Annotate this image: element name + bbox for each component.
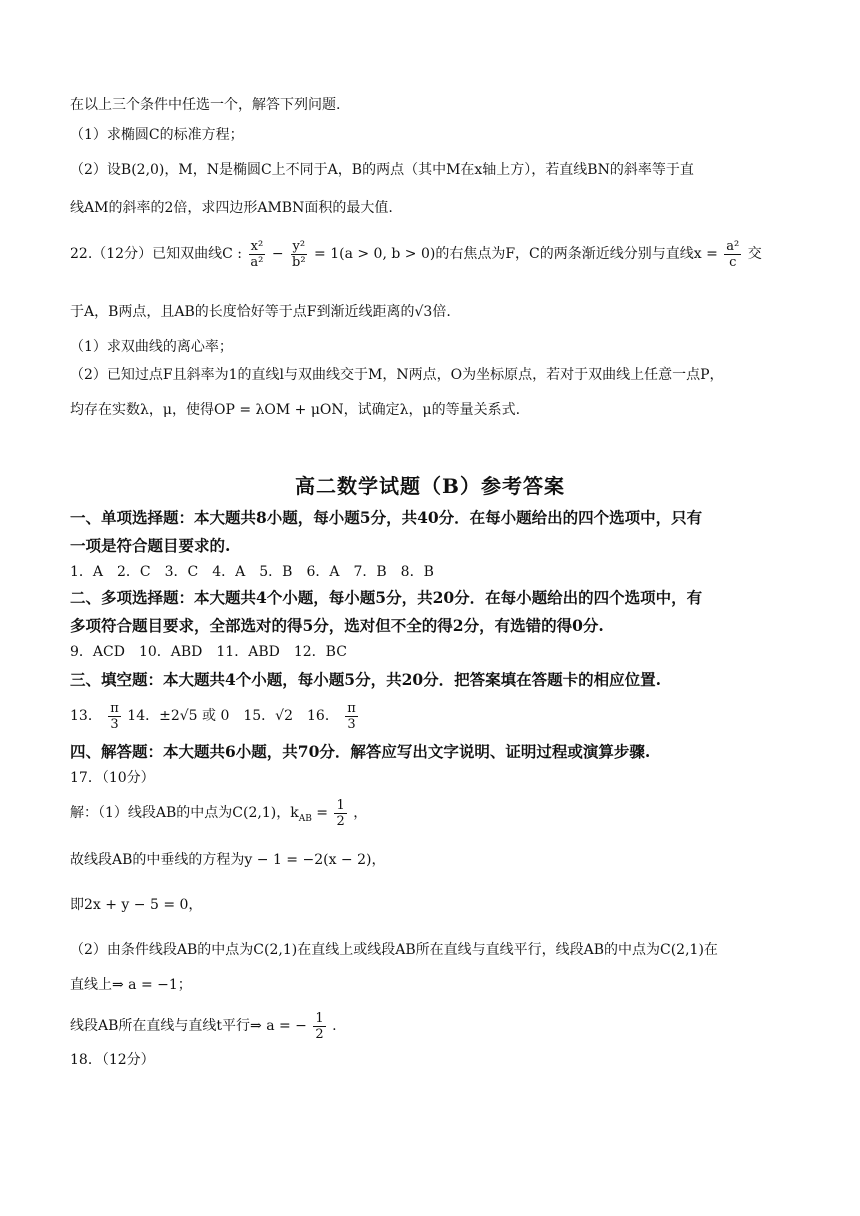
text-line: 在以上三个条件中任选一个，解答下列问题. (70, 97, 341, 113)
text-line: 于A，B两点，且AB的长度恰好等于点F到渐近线距离的√3倍. (70, 304, 451, 320)
section-heading: 一、单项选择题：本大题共8小题，每小题5分，共40分．在每小题给出的四个选项中，只有 (70, 508, 703, 527)
question-number: 18．（12分） (70, 1052, 155, 1068)
section-heading: 多项符合题目要求，全部选对的得5分，选对但不全的得2分，有选错的得0分. (70, 616, 604, 635)
text-span: 解：（1）线段AB的中点为C(2,1)，k (70, 805, 299, 821)
answer-key-title: 高二数学试题（B）参考答案 (295, 474, 565, 498)
fraction (108, 701, 121, 732)
text-span: . (332, 1018, 337, 1034)
frac-den: c (729, 254, 737, 270)
frac-den: b² (292, 254, 306, 270)
frac-num: π (110, 700, 119, 716)
solution-line (70, 793, 367, 839)
text-span: 线段AB所在直线与直线t平行⇒ a = − (70, 1018, 307, 1034)
text-line: （1）求椭圆C的标准方程； (70, 127, 244, 143)
solution-line: （2）由条件线段AB的中点为C(2,1)在直线上或线段AB所在直线与直线平行，线段AB的中点为C(2,1)在 (70, 942, 718, 958)
frac-den: a² (250, 254, 264, 270)
minus-sign: − (271, 246, 284, 262)
section-heading: 三、填空题：本大题共4个小题，每小题5分，共20分．把答案填在答题卡的相应位置. (70, 670, 662, 689)
answer-line: 1．A 2．C 3．C 4．A 5．B 6．A 7．B 8．B (70, 564, 434, 580)
text-line: （2）已知过点F且斜率为1的直线l与双曲线交于M，N两点，O为坐标原点，若对于双曲线上任意一点P， (70, 367, 724, 383)
frac-num: 1 (336, 797, 345, 813)
fraction (290, 239, 308, 270)
answer-line (70, 696, 360, 736)
solution-line (70, 1006, 337, 1046)
text-span: 22.（12分）已知双曲线C : (70, 246, 242, 262)
frac-num: x² (250, 238, 264, 254)
frac-num: π (347, 700, 356, 716)
frac-den: 2 (315, 1026, 324, 1042)
fraction (313, 1011, 325, 1042)
text-span: 13． (70, 708, 102, 724)
section-heading: 四、解答题：本大题共6小题，共70分．解答应写出文字说明、证明过程或演算步骤. (70, 742, 651, 761)
answer-line: 9．ACD 10．ABD 11．ABD 12．BC (70, 644, 347, 660)
fraction (724, 239, 741, 270)
comma: ， (353, 805, 368, 821)
solution-line: 直线上⇒ a = −1； (70, 977, 192, 993)
frac-num: a² (726, 238, 740, 254)
text-span: = 1(a > 0, b > 0)的右焦点为F，C的两条渐近线分别与直线x = (314, 246, 718, 262)
text-span: = (311, 805, 333, 821)
subscript: AB (298, 813, 312, 824)
text-line: （2）设B(2,0)，M，N是椭圆C上不同于A，B的两点（其中M在x轴上方），若直线BN的斜率等于直 (70, 162, 694, 178)
section-heading: 二、多项选择题：本大题共4个小题，每小题5分，共20分．在每小题给出的四个选项中，有 (70, 588, 703, 607)
solution-line: 故线段AB的中垂线的方程为y − 1 = −2(x − 2)， (70, 852, 386, 868)
fraction (248, 239, 265, 270)
problem-22-line (70, 234, 762, 274)
frac-den: 3 (347, 716, 356, 732)
fraction (345, 701, 358, 732)
section-heading: 一项是符合题目要求的. (70, 536, 231, 555)
frac-den: 2 (336, 813, 345, 829)
text-line: 均存在实数λ，μ，使得OP = λOM + μON，试确定λ，μ的等量关系式. (70, 402, 521, 418)
text-span: 交 (747, 246, 762, 262)
question-number: 17．（10分） (70, 770, 155, 786)
fraction (334, 798, 346, 829)
frac-num: y² (292, 238, 306, 254)
text-line: 线AM的斜率的2倍，求四边形AMBN面积的最大值. (70, 200, 393, 216)
solution-line: 即2x + y − 5 = 0， (70, 897, 203, 913)
frac-den: 3 (110, 716, 119, 732)
text-span: 14．±2√5 或 0 15．√2 16． (127, 708, 339, 724)
text-line: （1）求双曲线的离心率； (70, 339, 233, 355)
frac-num: 1 (315, 1010, 324, 1026)
